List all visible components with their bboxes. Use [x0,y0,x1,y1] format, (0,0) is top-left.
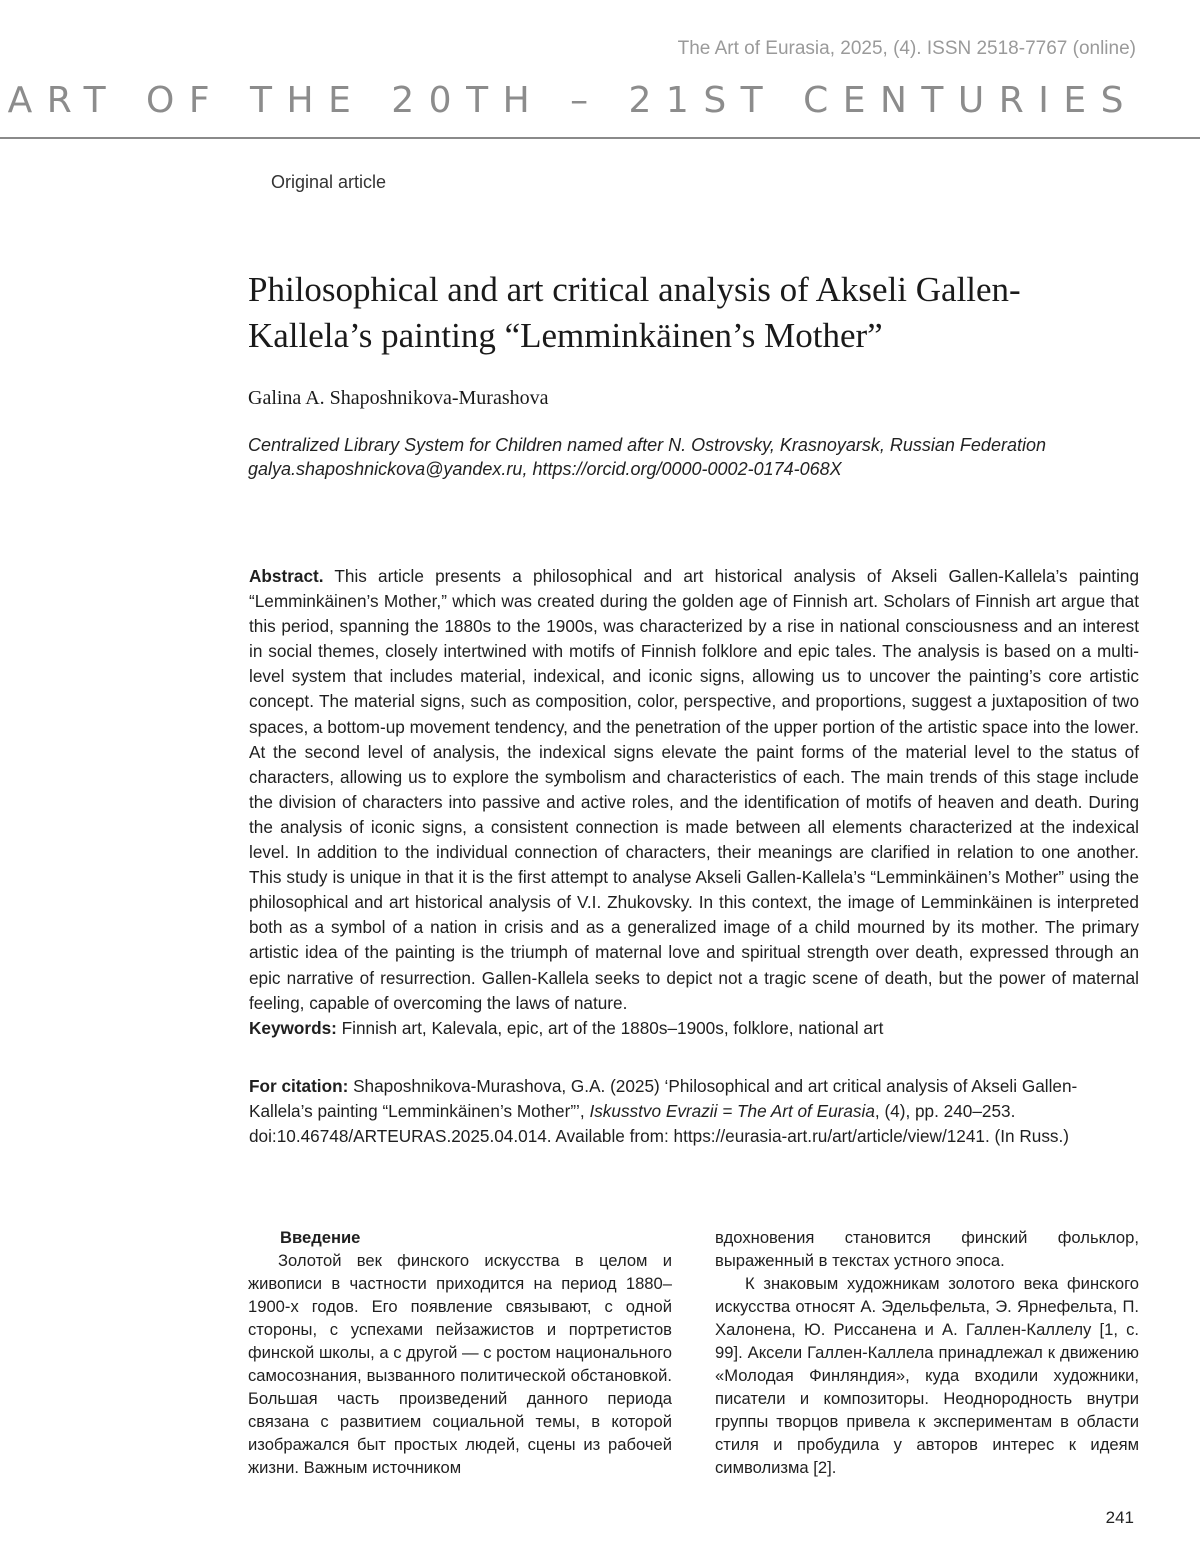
page-number: 241 [1105,1508,1134,1527]
keywords-text: Finnish art, Kalevala, epic, art of the 1880s–1900s, folklore, national art [341,1017,884,1038]
affiliation-block [248,433,1148,481]
keywords-paragraph [249,1016,1139,1041]
citation-text-after: , (4), pp. 240–253. doi:10.46748/ARTEURAS.2025.04.014. Available from: https://eurasia-art.ru/art/article/view/1241. (In Russ.) [249,1101,1070,1146]
citation-journal: Iskusstvo Evrazii = The Art of Eurasia [589,1101,875,1121]
keywords-label: Keywords: [249,1017,337,1038]
abstract-text: This article presents a philosophical and art historical analysis of Akseli Gallen-Kallela’s painting “Lemminkäinen’s Mother,” which was created during the golden age of Finnish art. Scholars of Finnish art argue that this period, spanning the 1880s to the 1900s, was characterized by a rise in national consciousness and an interest in social themes, closely intertwined with motifs of Finnish folklore and epic tales. The analysis is based on a multi-level system that includes material, indexical, and iconic signs, allowing us to uncover the painting’s core artistic concept. The material signs, such as composition, color, perspective, and proportions, suggest a juxtaposition of two spaces, a bottom-up movement tendency, and the penetration of the upper portion of the artistic space into the lower. At the second level of analysis, the indexical signs elevate the paint forms of the material level to the status of characters, allowing us to explore the symbolism and characteristics of each. The main trends of this stage include the division of characters into passive and active roles, and the identification of motifs of heaven and death. During the analysis of iconic signs, a consistent connection is made between all elements characterized at the indexical level. In addition to the individual connection of characters, their meanings are clarified in relation to one another. This study is unique in that it is the first attempt to analyse Akseli Gallen-Kallela’s “Lemminkäinen’s Mother” using the philosophical and art historical analysis of V.I. Zhukovsky. In this context, the image of Lemminkäinen is interpreted both as a symbol of a nation in crisis and as a generalized image of a child mourned by its mother. The primary artistic idea of the painting is the triumph of maternal love and spiritual strength over death, expressed through an epic narrative of resurrection. Gallen-Kallela seeks to depict not a tragic scene of death, but the power of maternal feeling, capable of overcoming the laws of nature. [249,566,1140,1013]
abstract-block [249,564,1139,1041]
article-type: Original article [271,172,387,192]
abstract-paragraph [249,564,1139,1016]
intro-heading: Введение [280,1228,361,1247]
journal-line: The Art of Eurasia, 2025, (4). ISSN 2518-7767 (online) [677,38,1136,59]
body-column-right [715,1226,1139,1479]
body-paragraph: К знаковым художникам золотого века финского искусства относят А. Эдельфельта, Э. Ярнефельта, П. Халонена, Ю. Риссанена и А. Галлен-Каллелу [1, с. 99]. Аксели Галлен-Каллела принадлежал к движению «Молодая Финляндия», куда входили художники, писатели и композиторы. Неоднородность внутри группы творцов привела к экспериментам в области стиля и пробудила у авторов интерес к идеям символизма [2]. [715,1274,1139,1477]
citation-block [249,1074,1129,1149]
body-paragraph: вдохновения становится финский фольклор, выраженный в текстах устного эпоса. [715,1228,1139,1270]
header-rule [0,137,1200,139]
section-heading: ART OF THE 20TH – 21ST CENTURIES [7,80,1138,121]
affiliation: Centralized Library System for Children named after N. Ostrovsky, Krasnoyarsk, Russian Federation [248,435,1046,455]
author-contact: galya.shaposhnickova@yandex.ru, https://orcid.org/0000-0002-0174-068X [248,459,842,479]
citation-label: For citation: [249,1076,349,1096]
body-column-left [248,1226,672,1479]
body-paragraph: Золотой век финского искусства в целом и живописи в частности приходится на период 1880–1900-х годов. Его появление связывают, с одной стороны, с успехами пейзажистов и портретистов финской школы, а с другой — с ростом национального самосознания, вызванного политической обстановкой. Большая часть произведений данного периода связана с развитием социальной темы, в которой изображался быт простых людей, сцены из рабочей жизни. Важным источником [248,1251,672,1477]
citation-text: Shaposhnikova-Murashova, G.A. (2025) ‘Philosophical and art critical analysis of Akseli Gallen-Kallela’s painting “Lemminkäinen’s Mother”’, [249,1076,1078,1121]
article-title: Philosophical and art critical analysis of Akseli Gallen-Kallela’s painting “Lemminkäinen’s Mother” [248,270,1021,355]
abstract-label: Abstract. [249,566,324,586]
author-name: Galina A. Shaposhnikova-Murashova [248,387,549,409]
